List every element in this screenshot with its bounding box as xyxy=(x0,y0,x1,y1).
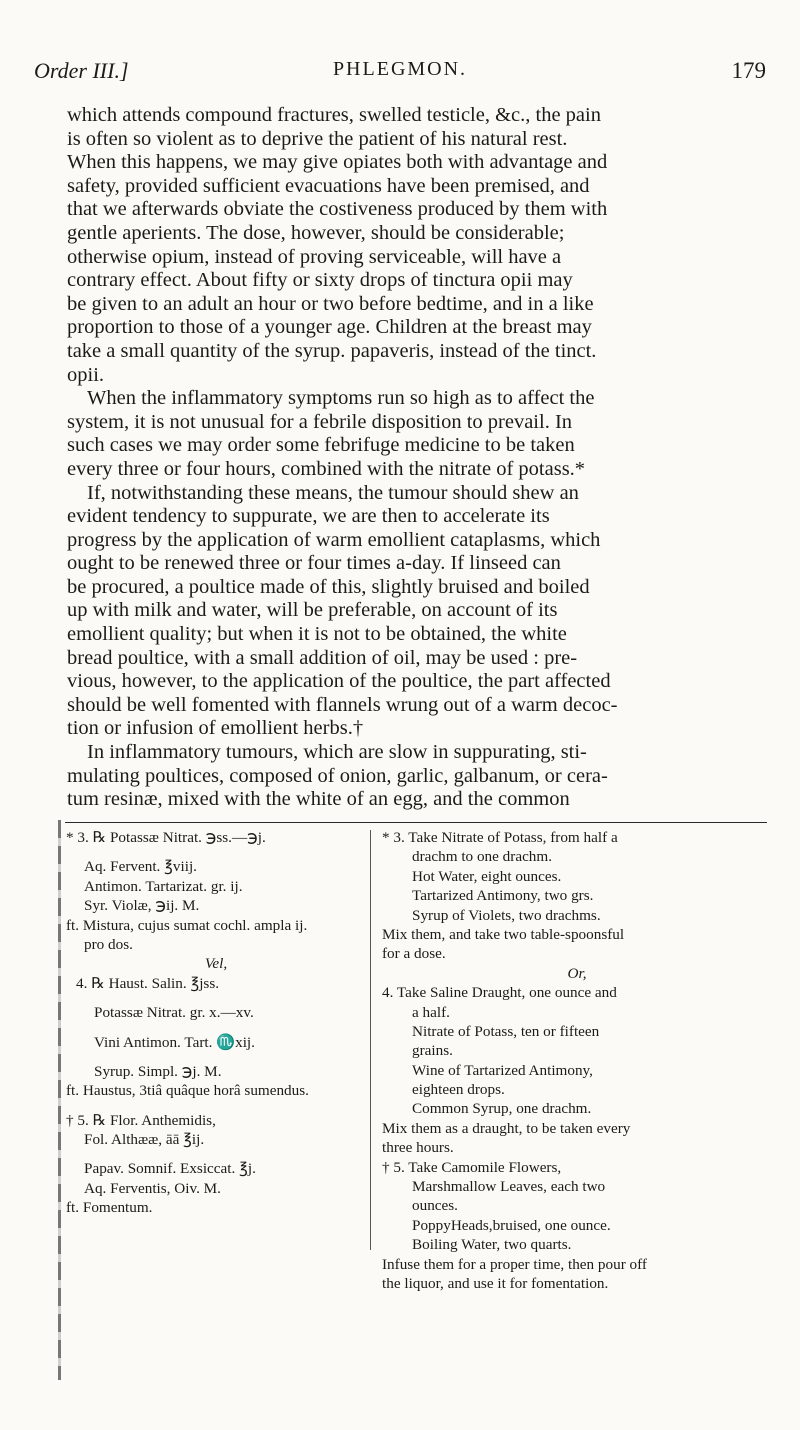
footnote-spacer xyxy=(66,993,366,1003)
text-line: be procured, a poultice made of this, slightly bruised and boiled xyxy=(67,575,590,598)
footnote-spacer xyxy=(66,1023,366,1033)
text-line: opii. xyxy=(67,363,105,386)
footnote-line: ft. Mistura, cujus sumat cochl. ampla ij. xyxy=(66,916,308,934)
text-line: system, it is not unusual for a febrile disposition to prevail. In xyxy=(67,410,573,433)
header-order: Order III.] xyxy=(34,58,129,83)
footnote-line: Or, xyxy=(567,964,587,982)
footnote-spacer xyxy=(66,1052,366,1062)
footnote-line: Mix them as a draught, to be taken every xyxy=(382,1119,631,1137)
main-text xyxy=(67,104,767,812)
text-line: If, notwithstanding these means, the tumour should shew an xyxy=(87,481,579,504)
footnote-line: Tartarized Antimony, two grs. xyxy=(412,887,594,905)
footnote-line: drachm to one drachm. xyxy=(412,848,553,866)
footnote-line: three hours. xyxy=(382,1139,454,1157)
footnote-line: Syrup of Violets, two drachms. xyxy=(412,906,601,924)
text-line: When this happens, we may give opiates both with advantage and xyxy=(67,151,608,174)
text-line: evident tendency to suppurate, we are then to accelerate its xyxy=(67,505,550,528)
text-line: ought to be renewed three or four times a-day. If linseed can xyxy=(67,552,561,575)
text-line: which attends compound fractures, swelled testicle, &c., the pain xyxy=(67,104,601,126)
text-line: In inflammatory tumours, which are slow in suppurating, sti- xyxy=(87,741,587,764)
footnote-line: Boiling Water, two quarts. xyxy=(412,1236,572,1254)
text-line: otherwise opium, instead of proving serviceable, will have a xyxy=(67,245,562,268)
footnote-line: * 3. ℞ Potassæ Nitrat. ℈ss.—℈j. xyxy=(66,829,266,846)
footnote-line: eighteen drops. xyxy=(412,1081,505,1099)
text-line: such cases we may order some febrifuge medicine to be taken xyxy=(67,434,575,457)
footnote-line: pro dos. xyxy=(84,935,133,953)
footnote-line: † 5. Take Camomile Flowers, xyxy=(382,1158,562,1176)
footnote-line: ft. Haustus, 3tiâ quâque horâ sumendus. xyxy=(66,1082,309,1100)
running-header xyxy=(34,58,766,92)
text-line: emollient quality; but when it is not to be obtained, the white xyxy=(67,623,567,646)
header-title: PHLEGMON. xyxy=(332,58,468,80)
footnote-line: Antimon. Tartarizat. gr. ij. xyxy=(84,877,243,895)
footnote-spacer xyxy=(66,847,366,857)
text-line: up with milk and water, will be preferable, on account of its xyxy=(67,599,558,622)
footnote-line: Infuse them for a proper time, then pour off xyxy=(382,1255,647,1273)
text-line: contrary effect. About fifty or sixty drops of tinctura opii may xyxy=(67,269,573,292)
text-line: that we afterwards obviate the costiveness produced by them with xyxy=(67,198,608,221)
text-line: safety, provided sufficient evacuations have been premised, and xyxy=(67,174,590,197)
footnote-line: Potassæ Nitrat. gr. x.—xv. xyxy=(94,1004,254,1022)
footnote-line: † 5. ℞ Flor. Anthemidis, xyxy=(66,1111,216,1129)
text-line: should be well fomented with flannels wrung out of a warm decoc- xyxy=(67,693,618,716)
footnote-line: the liquor, and use it for fomentation. xyxy=(382,1274,609,1292)
footnote-line: Papav. Somnif. Exsiccat. ℥j. xyxy=(84,1160,256,1178)
footnote-line: grains. xyxy=(412,1042,453,1060)
footnote-rule xyxy=(65,822,767,823)
footnote-column-divider xyxy=(370,830,371,1250)
text-line: When the inflammatory symptoms run so high as to affect the xyxy=(87,387,595,410)
footnote-line: ounces. xyxy=(412,1197,458,1215)
text-line: gentle aperients. The dose, however, should be considerable; xyxy=(67,221,565,244)
footnote-spacer xyxy=(66,1149,366,1159)
text-line: vious, however, to the application of the poultice, the part affected xyxy=(67,670,611,693)
footnotes-english xyxy=(382,828,772,1293)
text-line: bread poultice, with a small addition of oil, may be used : pre- xyxy=(67,646,578,669)
footnote-line: 4. ℞ Haust. Salin. ℥jss. xyxy=(76,974,220,992)
footnote-spacer xyxy=(66,1101,366,1111)
footnote-line: Aq. Fervent. ℥viij. xyxy=(84,858,197,876)
text-line: is often so violent as to deprive the patient of his natural rest. xyxy=(67,127,568,150)
text-line: progress by the application of warm emollient cataplasms, which xyxy=(67,528,601,551)
footnote-line: a half. xyxy=(412,1003,450,1021)
footnote-line: PoppyHeads,bruised, one ounce. xyxy=(412,1216,611,1234)
text-line: take a small quantity of the syrup. papaveris, instead of the tinct. xyxy=(67,339,597,362)
footnote-line: Aq. Ferventis, Oiv. M. xyxy=(84,1179,221,1197)
footnote-line: Syr. Violæ, ℈ij. M. xyxy=(84,897,200,915)
footnote-line: 4. Take Saline Draught, one ounce and xyxy=(382,984,617,1002)
footnote-line: for a dose. xyxy=(382,945,446,963)
page-edge-mark xyxy=(58,820,61,1380)
text-line: tion or infusion of emollient herbs.† xyxy=(67,717,364,740)
text-line: tum resinæ, mixed with the white of an egg, and the common xyxy=(67,788,570,811)
footnote-line: ft. Fomentum. xyxy=(66,1199,153,1217)
text-line: mulating poultices, composed of onion, garlic, galbanum, or cera- xyxy=(67,764,608,787)
footnote-line: Syrup. Simpl. ℈j. M. xyxy=(94,1062,222,1080)
footnote-line: Fol. Althææ, āā ℥ij. xyxy=(84,1131,205,1149)
footnote-line: Vini Antimon. Tart. ♏xij. xyxy=(94,1033,255,1051)
footnote-line: Hot Water, eight ounces. xyxy=(412,867,562,885)
footnote-line: Marshmallow Leaves, each two xyxy=(412,1178,606,1196)
text-line: every three or four hours, combined with the nitrate of potass.* xyxy=(67,457,586,480)
text-line: be given to an adult an hour or two before bedtime, and in a like xyxy=(67,292,594,315)
page-number: 179 xyxy=(731,58,766,83)
footnote-line: * 3. Take Nitrate of Potass, from half a xyxy=(382,829,618,846)
footnote-line: Nitrate of Potass, ten or fifteen xyxy=(412,1022,600,1040)
footnote-line: Vel, xyxy=(204,955,228,973)
footnotes-latin xyxy=(66,828,366,1218)
footnote-line: Wine of Tartarized Antimony, xyxy=(412,1061,593,1079)
footnote-line: Mix them, and take two table-spoonsful xyxy=(382,925,625,943)
footnote-line: Common Syrup, one drachm. xyxy=(412,1100,592,1118)
text-line: proportion to those of a younger age. Children at the breast may xyxy=(67,316,592,339)
